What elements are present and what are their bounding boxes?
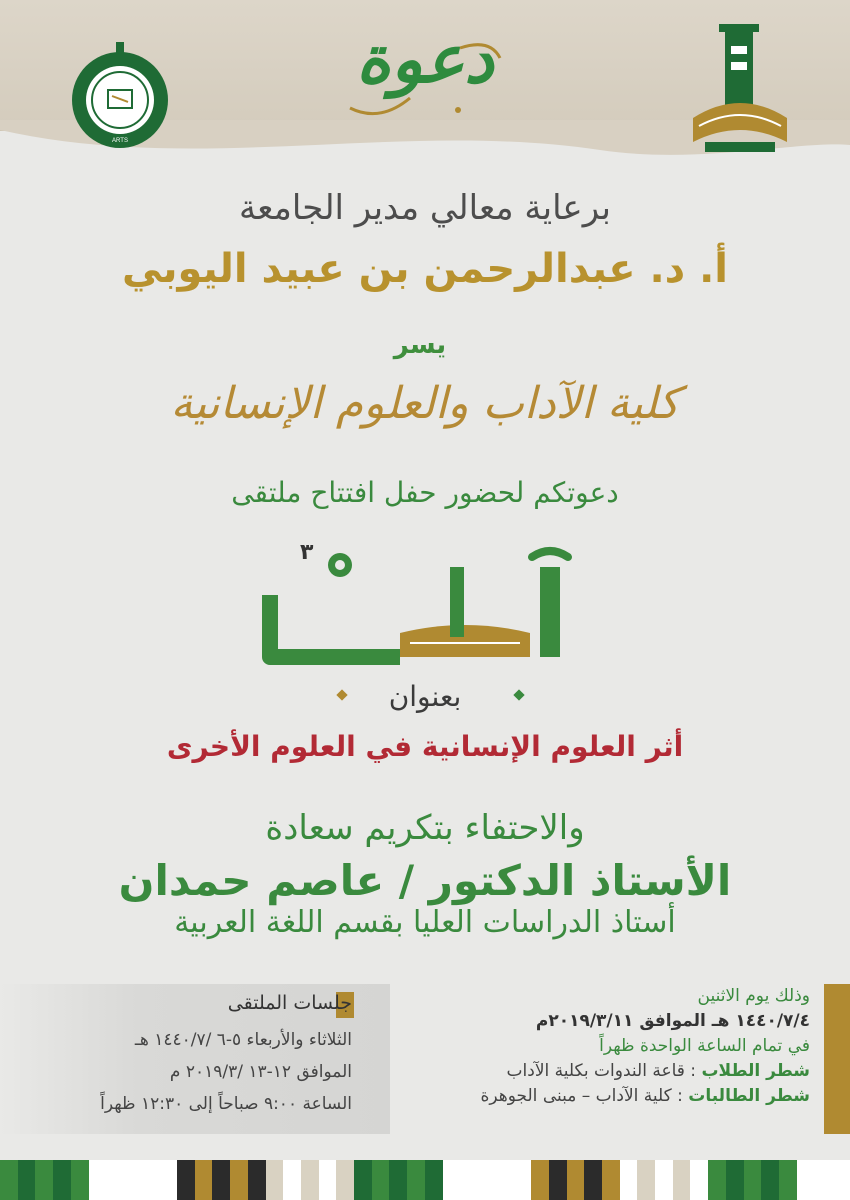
pleased-word: يسر [393, 330, 447, 360]
stripe [549, 1160, 567, 1200]
stripe [212, 1160, 230, 1200]
stripe [443, 1160, 461, 1200]
college-calligraphy: كلية الآداب والعلوم الإنسانية [170, 378, 680, 429]
honoree-title: أستاذ الدراسات العليا بقسم اللغة العربية [174, 905, 676, 940]
female-venue-label: شطر الطالبات [688, 1086, 810, 1106]
stripe [744, 1160, 762, 1200]
female-venue [390, 1084, 810, 1109]
stripe [637, 1160, 655, 1200]
male-venue [390, 1059, 810, 1084]
stripe [71, 1160, 89, 1200]
stripe [584, 1160, 602, 1200]
opening-details [390, 984, 810, 1109]
sessions-days: الثلاثاء والأربعاء ٥-٦ /١٤٤٠/٧ هـ [134, 1030, 352, 1050]
stripe [283, 1160, 301, 1200]
stripe [726, 1160, 744, 1200]
stripe [177, 1160, 195, 1200]
stripe [18, 1160, 36, 1200]
sessions-title: جلسات الملتقى [227, 992, 352, 1014]
stripe [159, 1160, 177, 1200]
stripe [89, 1160, 107, 1200]
stripe [195, 1160, 213, 1200]
stripe [673, 1160, 691, 1200]
stripe [389, 1160, 407, 1200]
opening-day: وذلك يوم الاثنين [697, 986, 810, 1006]
stripe [0, 1160, 18, 1200]
svg-text:ARTS: ARTS [112, 138, 128, 144]
university-logo [685, 18, 795, 158]
decorative-stripes [0, 1160, 850, 1200]
stripe [354, 1160, 372, 1200]
stripe [531, 1160, 549, 1200]
opening-time: في تمام الساعة الواحدة ظهراً [599, 1036, 810, 1056]
stripe [336, 1160, 354, 1200]
details-gold-bar [824, 984, 850, 1134]
stripe [797, 1160, 815, 1200]
event-number: ٣ [300, 540, 314, 565]
stripe [142, 1160, 160, 1200]
stripe [460, 1160, 478, 1200]
stripe [106, 1160, 124, 1200]
stripe [372, 1160, 390, 1200]
ornament-dot-right [512, 688, 526, 702]
stripe [814, 1160, 832, 1200]
stripe [425, 1160, 443, 1200]
forum-theme: أثر العلوم الإنسانية في العلوم الأخرى [166, 730, 684, 763]
sessions-hours: الساعة ٩:٠٠ صباحاً إلى ١٢:٣٠ ظهراً [100, 1094, 352, 1114]
stripe [248, 1160, 266, 1200]
stripe [690, 1160, 708, 1200]
invitation-line: دعوتكم لحضور حفل افتتاح ملتقى [231, 476, 619, 509]
stripe [478, 1160, 496, 1200]
stripe [53, 1160, 71, 1200]
sessions-dates: الموافق ١٢-١٣ /٢٠١٩/٣ م [169, 1062, 352, 1082]
stripe [779, 1160, 797, 1200]
title-ornament [340, 28, 510, 124]
male-venue-place: : قاعة الندوات بكلية الآداب [506, 1061, 697, 1081]
stripe [567, 1160, 585, 1200]
ornament-dot-left [335, 688, 349, 702]
stripe [496, 1160, 514, 1200]
faculty-logo [68, 38, 173, 153]
stripe [602, 1160, 620, 1200]
male-venue-label: شطر الطلاب [701, 1061, 810, 1081]
stripe [708, 1160, 726, 1200]
stripe [319, 1160, 337, 1200]
stripe [35, 1160, 53, 1200]
stripe [301, 1160, 319, 1200]
stripe [266, 1160, 284, 1200]
stripe [761, 1160, 779, 1200]
stripe [407, 1160, 425, 1200]
university-president: أ. د. عبدالرحمن بن عبيد اليوبي [122, 246, 728, 292]
opening-date: ١٤٤٠/٧/٤ هـ الموافق ٢٠١٩/٣/١١م [535, 1011, 810, 1031]
stripe [655, 1160, 673, 1200]
titled-word: بعنوان [388, 680, 462, 713]
stripe [620, 1160, 638, 1200]
stripe [124, 1160, 142, 1200]
stripe [230, 1160, 248, 1200]
honor-line: والاحتفاء بتكريم سعادة [265, 808, 585, 848]
honoree-name: الأستاذ الدكتور / عاصم حمدان [118, 856, 732, 905]
patronage-line: برعاية معالي مدير الجامعة [239, 188, 611, 228]
sessions-box [0, 984, 390, 1134]
stripe [513, 1160, 531, 1200]
invitation-title: دعوة [356, 20, 494, 98]
female-venue-place: : كلية الآداب – مبنى الجوهرة [480, 1086, 683, 1106]
stripe [832, 1160, 850, 1200]
